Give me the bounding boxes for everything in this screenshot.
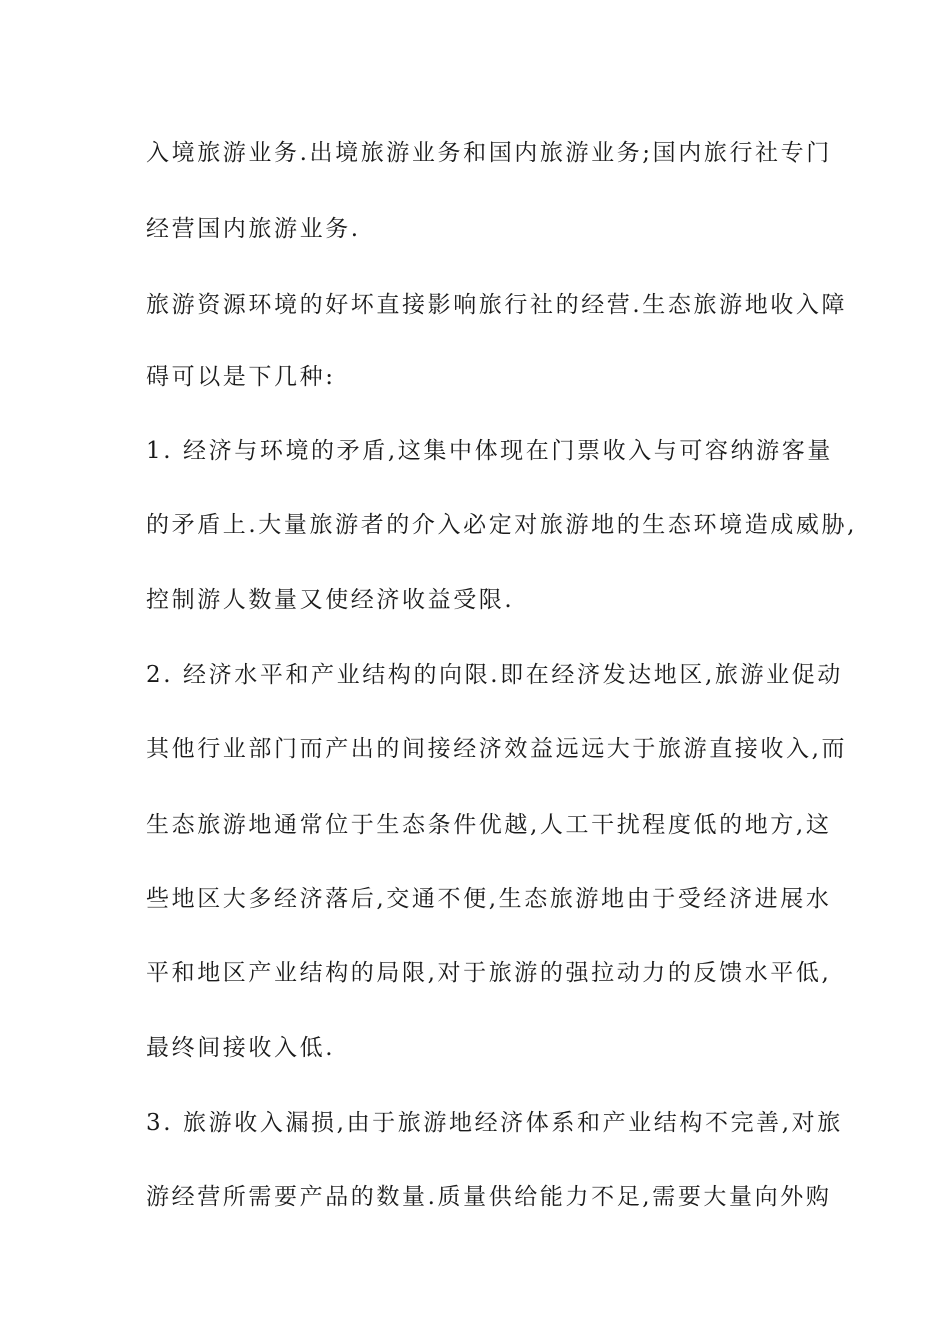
text-line: 2. 经济水平和产业结构的向限.即在经济发达地区,旅游业促动: [146, 662, 843, 688]
text-line: 3. 旅游收入漏损,由于旅游地经济体系和产业结构不完善,对旅: [146, 1110, 843, 1136]
text-line: 游经营所需要产品的数量.质量供给能力不足,需要大量向外购: [146, 1184, 832, 1210]
text-line: 平和地区产业结构的局限,对于旅游的强拉动力的反馈水平低,: [146, 960, 832, 986]
text-line: 控制游人数量又使经济收益受限.: [146, 587, 515, 613]
text-line: 最终间接收入低.: [146, 1035, 336, 1061]
text-line: 入境旅游业务.出境旅游业务和国内旅游业务;国内旅行社专门: [146, 140, 832, 166]
text-line: 些地区大多经济落后,交通不便,生态旅游地由于受经济进展水: [146, 886, 832, 912]
text-line: 的矛盾上.大量旅游者的介入必定对旅游地的生态环境造成威胁,: [146, 512, 858, 538]
text-line: 碍可以是下几种:: [146, 364, 336, 390]
text-line: 生态旅游地通常位于生态条件优越,人工干扰程度低的地方,这: [146, 812, 832, 838]
text-line: 其他行业部门而产出的间接经济效益远远大于旅游直接收入,而: [146, 736, 848, 762]
text-line: 1. 经济与环境的矛盾,这集中体现在门票收入与可容纳游客量: [146, 438, 833, 464]
text-line: 经营国内旅游业务.: [146, 216, 361, 242]
text-line: 旅游资源环境的好坏直接影响旅行社的经营.生态旅游地收入障: [146, 292, 848, 318]
